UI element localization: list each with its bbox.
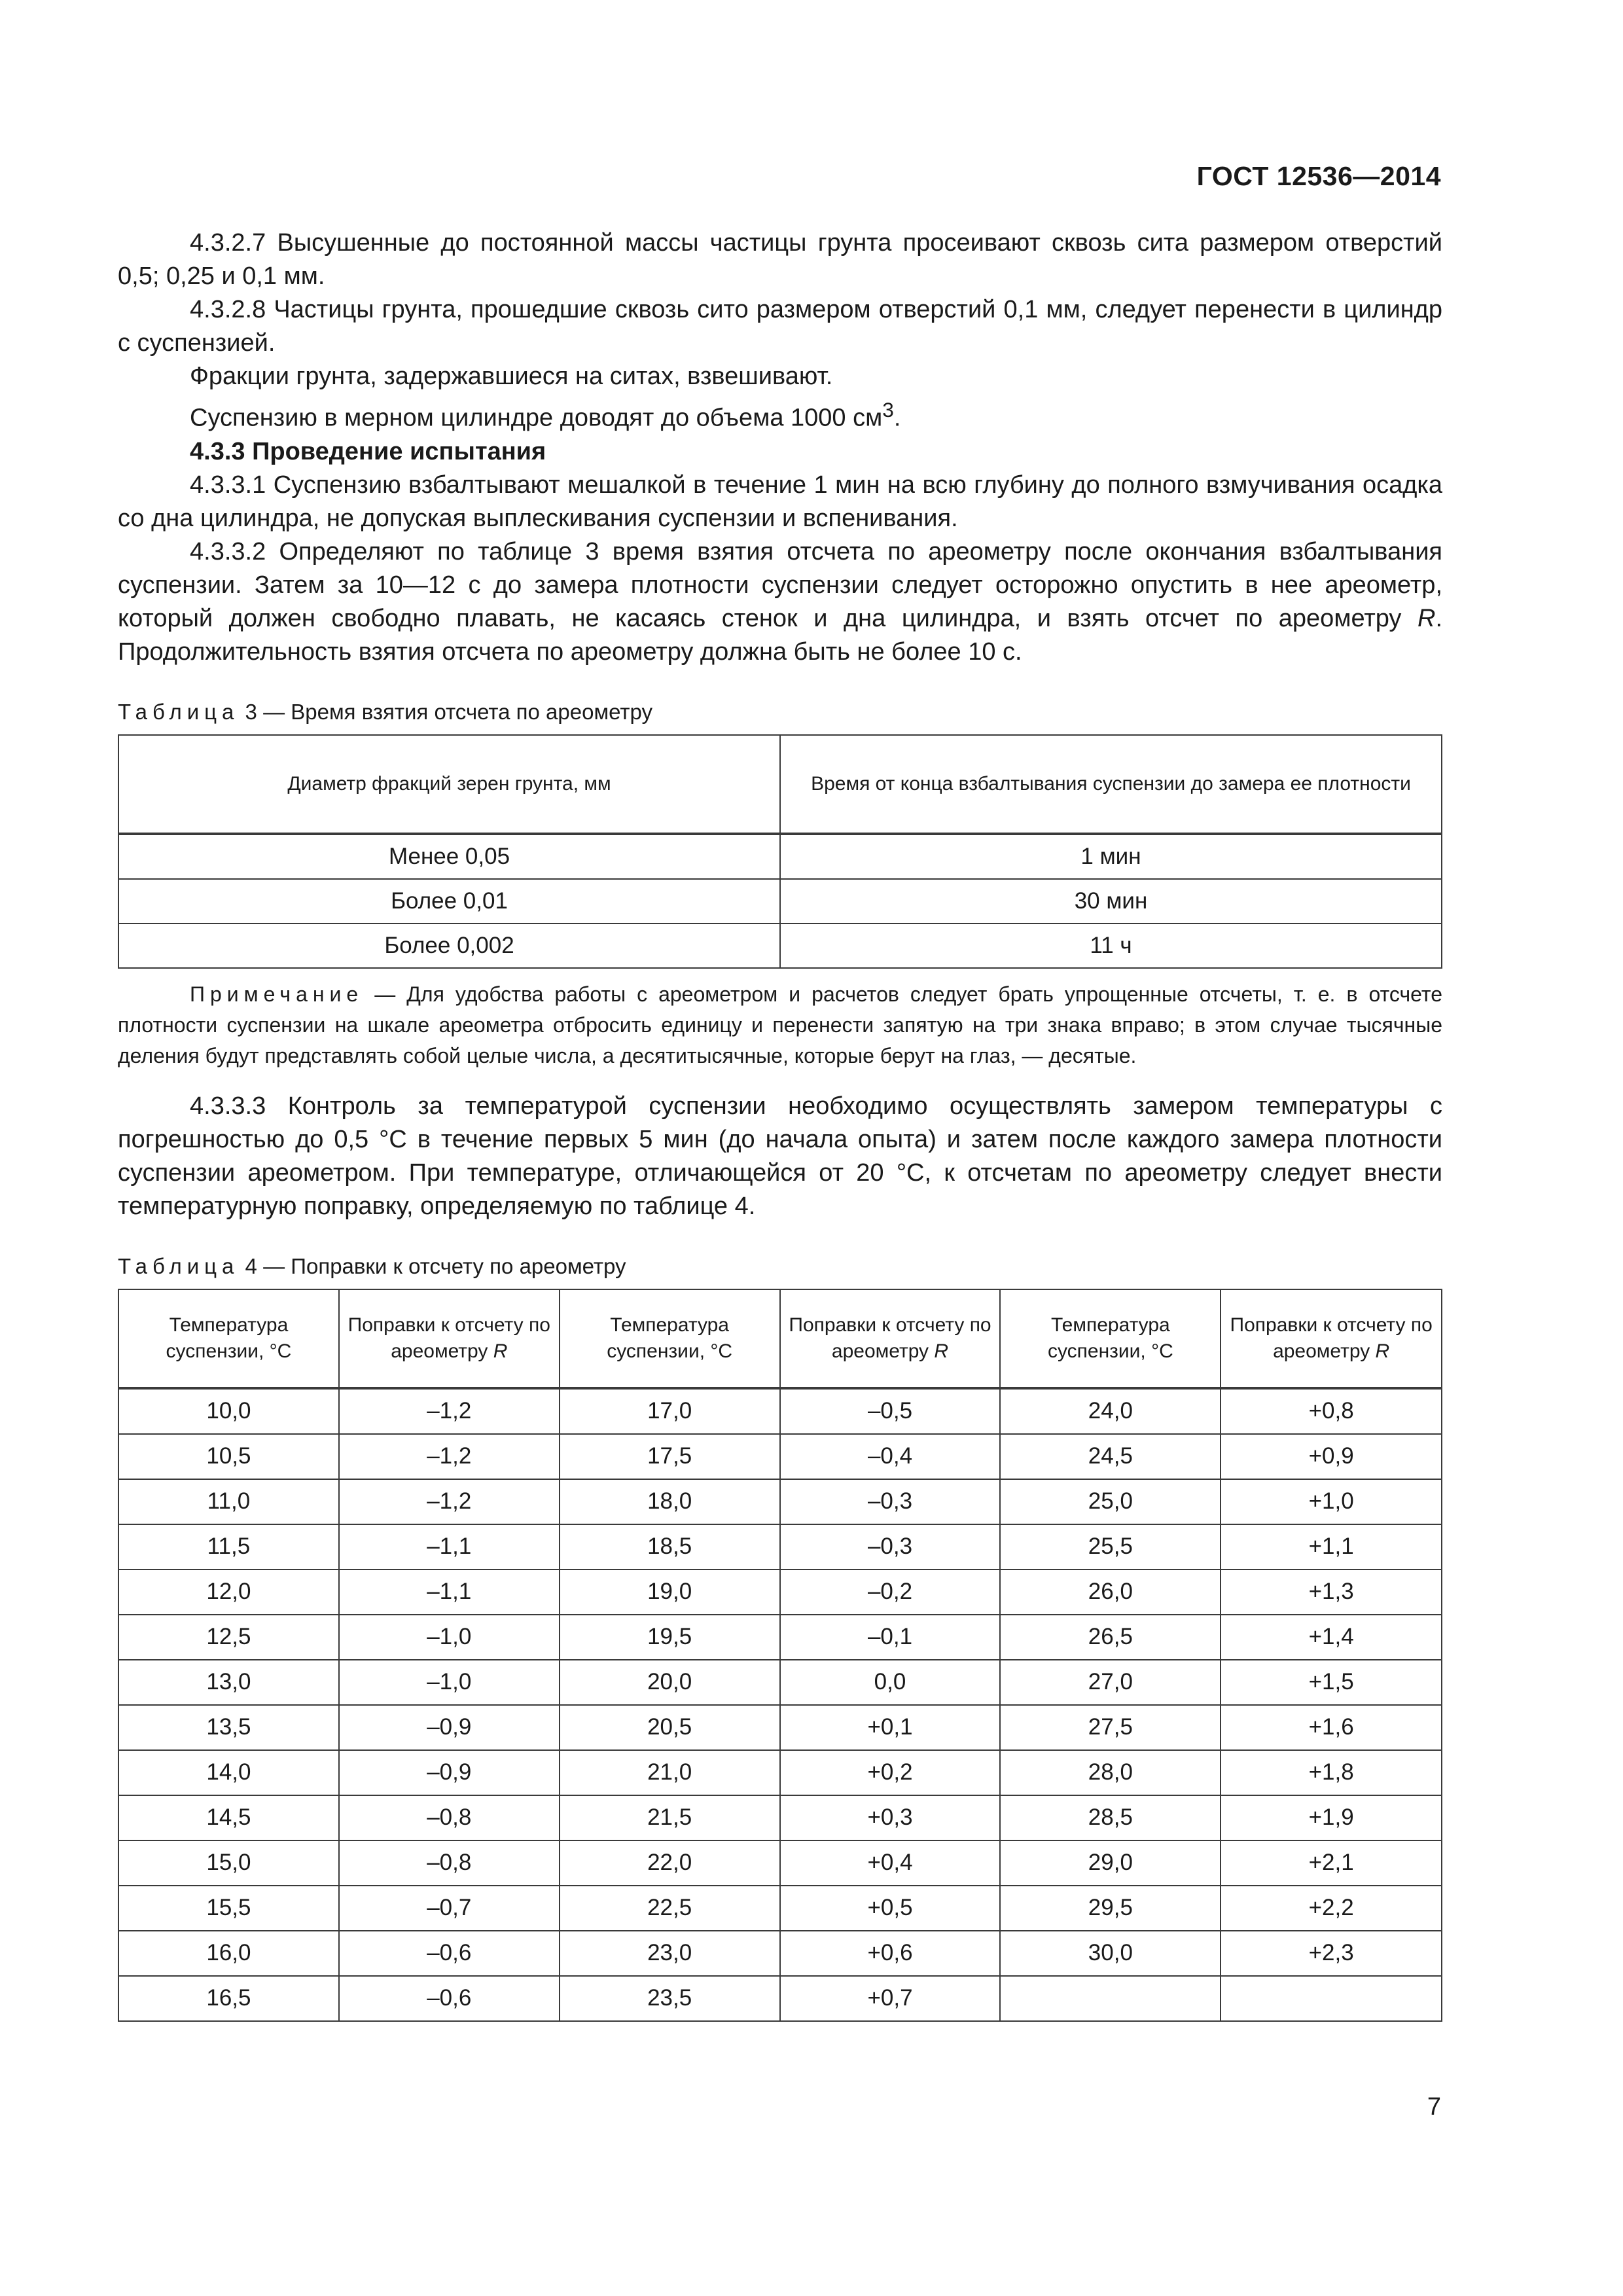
table-cell: +2,1 xyxy=(1221,1840,1442,1886)
table-cell: –0,7 xyxy=(339,1886,560,1931)
table3-header-cell: Диаметр фракций зерен грунта, мм xyxy=(118,735,780,834)
table-cell: 23,0 xyxy=(560,1931,780,1976)
table-cell: 26,0 xyxy=(1000,1570,1221,1615)
paragraph-4-3-2-7: 4.3.2.7 Высушенные до постоянной массы частицы грунта просеивают сквозь сита размером отверстий 0,5; 0,25 и 0,1 мм. xyxy=(118,229,1442,290)
table-cell: 22,0 xyxy=(560,1840,780,1886)
table-cell: +1,8 xyxy=(1221,1750,1442,1795)
table3-caption xyxy=(118,698,1442,726)
table-cell: 11,0 xyxy=(118,1479,339,1524)
header-temperature: Температура суспензии, °С xyxy=(118,1289,339,1388)
table-cell: 0,0 xyxy=(780,1660,1001,1705)
table-row xyxy=(118,1840,1442,1886)
table-row xyxy=(118,1524,1442,1570)
table3-header-cell: Время от конца взбалтывания суспензии до замера ее плотности xyxy=(780,735,1442,834)
table-row xyxy=(118,1750,1442,1795)
volume-text: Суспензию в мерном цилиндре доводят до объема 1000 см xyxy=(190,404,883,432)
table-row xyxy=(118,1434,1442,1479)
paragraph-4-3-3-2 xyxy=(118,535,1442,669)
table-cell: 17,5 xyxy=(560,1434,780,1479)
table3-caption-text: 3 — Время взятия отсчета по ареометру xyxy=(239,699,652,724)
table-cell: 14,5 xyxy=(118,1795,339,1840)
table-row xyxy=(118,1976,1442,2021)
table-3 xyxy=(118,734,1442,969)
table-row xyxy=(118,834,1442,879)
table-cell: 12,5 xyxy=(118,1615,339,1660)
header-correction xyxy=(339,1289,560,1388)
volume-end: . xyxy=(893,404,901,432)
table-cell xyxy=(1221,1976,1442,2021)
table-cell: 10,0 xyxy=(118,1388,339,1434)
table-cell: –0,1 xyxy=(780,1615,1001,1660)
table-cell: 28,5 xyxy=(1000,1795,1221,1840)
header-correction-text: Поправки к отсчету по ареометру xyxy=(1230,1314,1433,1362)
table-cell: +0,9 xyxy=(1221,1434,1442,1479)
table-cell: Более 0,002 xyxy=(118,924,780,968)
table-cell: 20,0 xyxy=(560,1660,780,1705)
table-cell: 15,0 xyxy=(118,1840,339,1886)
table-cell: 29,5 xyxy=(1000,1886,1221,1931)
table-cell: 21,5 xyxy=(560,1795,780,1840)
table-cell: 10,5 xyxy=(118,1434,339,1479)
table-cell: +0,4 xyxy=(780,1840,1001,1886)
table-cell: 12,0 xyxy=(118,1570,339,1615)
table-row xyxy=(118,1886,1442,1931)
table-cell: 18,0 xyxy=(560,1479,780,1524)
table-cell: +1,0 xyxy=(1221,1479,1442,1524)
page-content xyxy=(118,226,1442,2022)
table-row xyxy=(118,1570,1442,1615)
table-cell: +2,3 xyxy=(1221,1931,1442,1976)
paragraph-4-3-2-8: 4.3.2.8 Частицы грунта, прошедшие сквозь сито размером отверстий 0,1 мм, следует перенести в цилиндр с суспензией. xyxy=(118,296,1442,357)
table-cell: 29,0 xyxy=(1000,1840,1221,1886)
p6-text: 4.3.3.2 Определяют по таблице 3 время взятия отсчета по ареометру после окончания взбалтывания суспензии. Затем за 10—12 с до замера плотности суспензии следует осторожно опустить в нее ареометр, который должен свободно плавать, не касаясь стенок и дна цилиндра, и взять отсчет по ареометру xyxy=(118,537,1442,632)
table-cell: –1,0 xyxy=(339,1615,560,1660)
note-text: — Для удобства работы с ареометром и расчетов следует брать упрощенные отсчеты, т. е. в отсчете плотности суспензии на шкале ареометра отбросить единицу и перенести запятую на три знака вправо; в этом случае тысячные деления будут представлять собой целые числа, а десятитысячные, которые берут на глаз, — десятые. xyxy=(118,982,1442,1067)
header-correction-italic-r: R xyxy=(1375,1340,1390,1362)
paragraph-volume xyxy=(118,393,1442,435)
table-cell: Менее 0,05 xyxy=(118,834,780,879)
table-cell: +0,7 xyxy=(780,1976,1001,2021)
table-cell: 26,5 xyxy=(1000,1615,1221,1660)
table3-body xyxy=(118,834,1442,968)
table-row xyxy=(118,1705,1442,1750)
header-correction-italic-r: R xyxy=(934,1340,949,1362)
table-cell: 23,5 xyxy=(560,1976,780,2021)
table-cell: +0,3 xyxy=(780,1795,1001,1840)
header-temperature: Температура суспензии, °С xyxy=(1000,1289,1221,1388)
table-cell: +1,1 xyxy=(1221,1524,1442,1570)
table-cell xyxy=(1000,1976,1221,2021)
table-cell: –0,9 xyxy=(339,1750,560,1795)
document-header-id: ГОСТ 12536—2014 xyxy=(1196,161,1441,191)
table-cell: –0,9 xyxy=(339,1705,560,1750)
table-cell: 16,5 xyxy=(118,1976,339,2021)
table-cell: –0,6 xyxy=(339,1931,560,1976)
table-cell: +1,6 xyxy=(1221,1705,1442,1750)
table-cell: 24,0 xyxy=(1000,1388,1221,1434)
table-cell: –1,2 xyxy=(339,1479,560,1524)
page-number: 7 xyxy=(1427,2093,1441,2121)
paragraph-4-3-3-3: 4.3.3.3 Контроль за температурой суспензии необходимо осуществлять замером температуры с погрешностью до 0,5 °С в течение первых 5 мин (до начала опыта) и затем после каждого замера плотности суспензии ареометром. При температуре, отличающейся от 20 °С, к отсчетам по ареометру следует внести температурную поправку, определяемую по таблице 4. xyxy=(118,1092,1442,1220)
table4-caption-label: Таблица xyxy=(118,1253,240,1278)
table-cell: +0,5 xyxy=(780,1886,1001,1931)
table-cell: 18,5 xyxy=(560,1524,780,1570)
table-cell: +2,2 xyxy=(1221,1886,1442,1931)
table-cell: 15,5 xyxy=(118,1886,339,1931)
table-cell: –1,1 xyxy=(339,1524,560,1570)
table-cell: 11 ч xyxy=(780,924,1442,968)
p6-end: . Продолжительность взятия отсчета по ареометру должна быть не более 10 с. xyxy=(118,604,1442,666)
table-cell: 22,5 xyxy=(560,1886,780,1931)
table-cell: +0,8 xyxy=(1221,1388,1442,1434)
table-row xyxy=(118,1795,1442,1840)
table4-caption xyxy=(118,1252,1442,1281)
header-correction-text: Поправки к отсчету по ареометру xyxy=(789,1314,991,1362)
table-cell: 16,0 xyxy=(118,1931,339,1976)
table3-caption-label: Таблица xyxy=(118,699,240,724)
table-4 xyxy=(118,1289,1442,2022)
header-temperature: Температура суспензии, °С xyxy=(560,1289,780,1388)
table-cell: 11,5 xyxy=(118,1524,339,1570)
table-row xyxy=(118,1388,1442,1434)
table-row xyxy=(118,1660,1442,1705)
table-cell: 20,5 xyxy=(560,1705,780,1750)
table-cell: –1,1 xyxy=(339,1570,560,1615)
table4-body xyxy=(118,1388,1442,2021)
table-cell: –0,5 xyxy=(780,1388,1001,1434)
table-cell: –1,0 xyxy=(339,1660,560,1705)
table-cell: +1,9 xyxy=(1221,1795,1442,1840)
table-cell: 13,5 xyxy=(118,1705,339,1750)
paragraph-fractions: Фракции грунта, задержавшиеся на ситах, взвешивают. xyxy=(190,363,833,390)
table-cell: 27,5 xyxy=(1000,1705,1221,1750)
table-cell: +0,1 xyxy=(780,1705,1001,1750)
table-cell: –0,3 xyxy=(780,1524,1001,1570)
table-cell: +0,2 xyxy=(780,1750,1001,1795)
table-cell: –0,4 xyxy=(780,1434,1001,1479)
table-cell: 30,0 xyxy=(1000,1931,1221,1976)
table-cell: +1,4 xyxy=(1221,1615,1442,1660)
table-row xyxy=(118,1931,1442,1976)
table-cell: 17,0 xyxy=(560,1388,780,1434)
note xyxy=(118,979,1442,1071)
table-cell: 19,0 xyxy=(560,1570,780,1615)
table-cell: +1,3 xyxy=(1221,1570,1442,1615)
paragraph-4-3-3-1: 4.3.3.1 Суспензию взбалтывают мешалкой в течение 1 мин на всю глубину до полного взмучивания осадка со дна цилиндра, не допуская выплескивания суспензии и вспенивания. xyxy=(118,471,1442,532)
table-cell: 30 мин xyxy=(780,879,1442,924)
table-cell: 14,0 xyxy=(118,1750,339,1795)
table3-header-row xyxy=(118,735,1442,834)
table-cell: –0,8 xyxy=(339,1840,560,1886)
table-cell: 28,0 xyxy=(1000,1750,1221,1795)
table-row xyxy=(118,1615,1442,1660)
table-cell: +0,6 xyxy=(780,1931,1001,1976)
table-cell: 27,0 xyxy=(1000,1660,1221,1705)
volume-superscript: 3 xyxy=(882,398,894,422)
header-correction-text: Поправки к отсчету по ареометру xyxy=(348,1314,550,1362)
table-cell: 19,5 xyxy=(560,1615,780,1660)
table-cell: –0,8 xyxy=(339,1795,560,1840)
table4-header-row xyxy=(118,1289,1442,1388)
section-heading: 4.3.3 Проведение испытания xyxy=(190,437,546,465)
table-cell: 25,0 xyxy=(1000,1479,1221,1524)
table-cell: Более 0,01 xyxy=(118,879,780,924)
table-cell: –1,2 xyxy=(339,1434,560,1479)
table-cell: –1,2 xyxy=(339,1388,560,1434)
table-row xyxy=(118,879,1442,924)
table-cell: –0,2 xyxy=(780,1570,1001,1615)
table-cell: +1,5 xyxy=(1221,1660,1442,1705)
table-row xyxy=(118,1479,1442,1524)
table-cell: 21,0 xyxy=(560,1750,780,1795)
table4-caption-text: 4 — Поправки к отсчету по ареометру xyxy=(239,1253,626,1278)
table-cell: 24,5 xyxy=(1000,1434,1221,1479)
header-correction-italic-r: R xyxy=(493,1340,508,1362)
p6-italic-r: R xyxy=(1417,604,1436,632)
table-cell: –0,6 xyxy=(339,1976,560,2021)
table-cell: 1 мин xyxy=(780,834,1442,879)
note-label: Примечание xyxy=(190,982,364,1006)
header-correction xyxy=(1221,1289,1442,1388)
table-cell: 13,0 xyxy=(118,1660,339,1705)
table-row xyxy=(118,924,1442,968)
table-cell: –0,3 xyxy=(780,1479,1001,1524)
table-cell: 25,5 xyxy=(1000,1524,1221,1570)
header-correction xyxy=(780,1289,1001,1388)
